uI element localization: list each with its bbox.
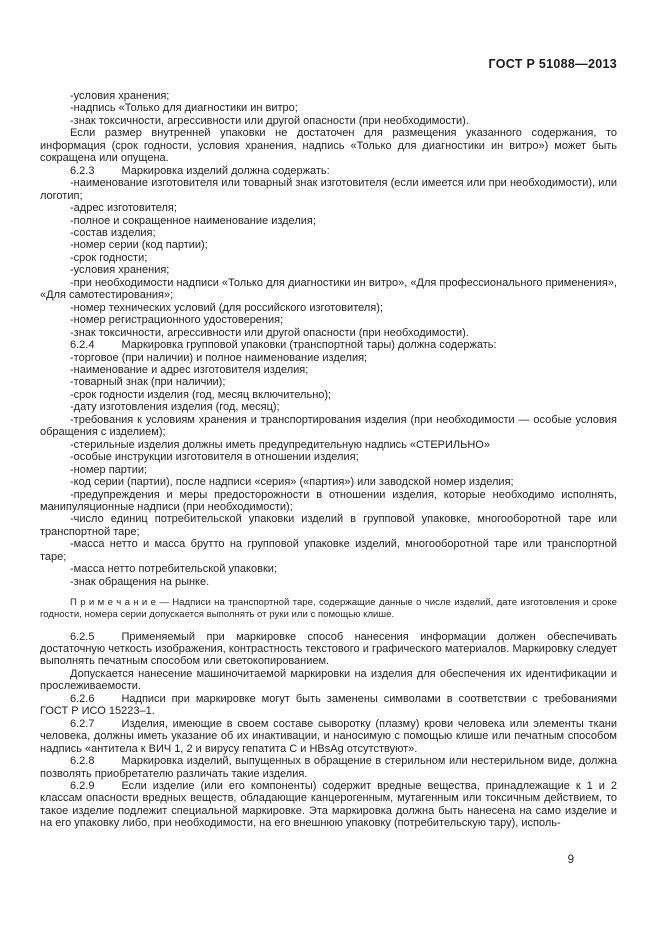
list-item: -срок годности изделия (год, месяц включительно);	[70, 388, 332, 401]
list-item: -масса нетто и масса брутто на групповой упаковке изделий, многооборотной таре или транспортной таре;	[40, 538, 617, 563]
clause-number: 6.2.6	[70, 692, 95, 705]
list-item: -срок годности;	[70, 251, 148, 264]
list-item: -при необходимости надписи «Только для диагностики ин витро», «Для профессионального применения», «Для самотестирования»;	[40, 276, 617, 302]
list-item: -дату изготовления изделия (год, месяц);	[70, 401, 280, 414]
note-paragraph: П р и м е ч а н и е — Надписи на транспортной таре, содержащие данные о числе изделий, дате изготовления и сроке годности, номера серии допускается выполнять от руки или с помощью клише.	[40, 597, 617, 620]
clause-text: Маркировка изделий должна содержать:	[121, 164, 330, 177]
clause-number: 6.2.5	[70, 630, 95, 643]
paragraph: Допускается нанесение машиночитаемой маркировки на изделия для обеспечения их идентификации и прослеживаемости.	[40, 667, 617, 693]
clause-paragraph	[40, 165, 617, 177]
clause-text: Если изделие (или его компоненты) содержит вредные вещества, принадлежащие к 1 и 2 классам опасности вредных веществ, обладающие канцерогенным, мутагенным или токсичным действием, то такое изделие подлежит специальной маркировке. Эта маркировка должна быть нанесена на само изделие и на его упаковку либо, при необходимости, на его внешнюю упаковку (потребительскую тару), исполь-	[40, 779, 617, 830]
clause-text: Применяемый при маркировке способ нанесения информации должен обеспечивать достаточную четкость изображения, контрастность текстового и графического материалов. Маркировку следует выполнять печатным способом или светокопированием.	[40, 630, 617, 668]
clause-text: Надписи при маркировке могут быть заменены символами в соответствии с требованиями ГОСТ Р ИСО 15223–1.	[40, 692, 617, 718]
clause-number: 6.2.4	[70, 339, 95, 352]
list-item: -условия хранения;	[70, 264, 170, 277]
list-item: -требования к условиям хранения и транспортирования изделия (при необходимости — особые условия обращения с изделием);	[40, 413, 617, 439]
list-item: -торговое (при наличии) и полное наименование изделия;	[70, 351, 368, 364]
clause-text: Маркировка изделий, выпущенных в обращение в стерильном или нестерильном виде, должна позволять приобретателю различать такие изделия.	[40, 755, 617, 780]
list-item: -товарный знак (при наличии);	[70, 376, 226, 389]
list-item: -номер серии (код партии);	[70, 239, 208, 252]
standard-code-header: ГОСТ Р 51088—2013	[488, 57, 617, 71]
clause-number: 6.2.9	[70, 779, 95, 792]
clause-number: 6.2.3	[70, 164, 95, 177]
list-item: -полное и сокращенное наименование изделия;	[70, 214, 316, 227]
list-item: -номер технических условий (для российского изготовителя);	[70, 301, 383, 314]
clause-paragraph	[40, 339, 617, 351]
list-item: -адрес изготовителя;	[70, 202, 177, 215]
clause-text: Изделия, имеющие в своем составе сыворотку (плазму) крови человека или элементы ткани человека, должны иметь указание об их инактивации, и наносимую с помощью клише или печатным способом надпись «антитела к ВИЧ 1, 2 и вирусу гепатита C и HBsAg отсутствуют».	[40, 717, 617, 755]
clause-paragraph	[40, 718, 617, 755]
list-item: -особые инструкции изготовителя в отношении изделия;	[70, 451, 359, 464]
list-item: -код серии (партии), после надписи «серия» («партия») или заводской номер изделия;	[70, 476, 514, 489]
list-item: -предупреждения и меры предосторожности в отношении изделия, которые необходимо исполнять, манипуляционные надписи (при необходимости);	[40, 488, 617, 513]
clause-number: 6.2.8	[70, 755, 95, 768]
page-number: 9	[567, 854, 574, 866]
clause-paragraph	[40, 693, 617, 718]
list-item: -надпись «Только для диагностики ин витро;	[70, 102, 298, 115]
list-item: -знак обращения на рынке.	[70, 575, 210, 588]
clause-text: Маркировка групповой упаковки (транспортной тары) должна содержать:	[121, 339, 497, 352]
clause-paragraph	[40, 755, 617, 780]
document-body	[40, 90, 617, 830]
list-item: -знак токсичности, агрессивности или другой опасности (при необходимости).	[70, 326, 469, 339]
list-item: -условия хранения;	[70, 90, 170, 102]
clause-paragraph	[40, 780, 617, 830]
list-item: -знак токсичности, агрессивности или другой опасности (при необходимости).	[70, 114, 469, 127]
list-item: -состав изделия;	[70, 226, 156, 239]
list-item: -наименование изготовителя или товарный знак изготовителя (если имеется или при необходимости), или логотип;	[40, 177, 617, 202]
paragraph: Если размер внутренней упаковки не достаточен для размещения указанного содержания, то информация (срок годности, условия хранения, надпись «Только для диагностики ин витро») может быть сокращена или опущена.	[40, 127, 617, 165]
clause-paragraph	[40, 631, 617, 668]
list-item: -номер регистрационного удостоверения;	[70, 314, 284, 327]
list-item: -число единиц потребительской упаковки изделий в групповой упаковке, многооборотной таре или транспортной таре;	[40, 513, 617, 538]
list-item: -стерильные изделия должны иметь предупредительную надпись «СТЕРИЛЬНО»	[70, 438, 490, 451]
clause-number: 6.2.7	[70, 717, 95, 730]
list-item: -масса нетто потребительской упаковки;	[70, 563, 277, 576]
list-item: -номер партии;	[70, 463, 148, 476]
list-item: -наименование и адрес изготовителя изделия;	[70, 363, 309, 376]
